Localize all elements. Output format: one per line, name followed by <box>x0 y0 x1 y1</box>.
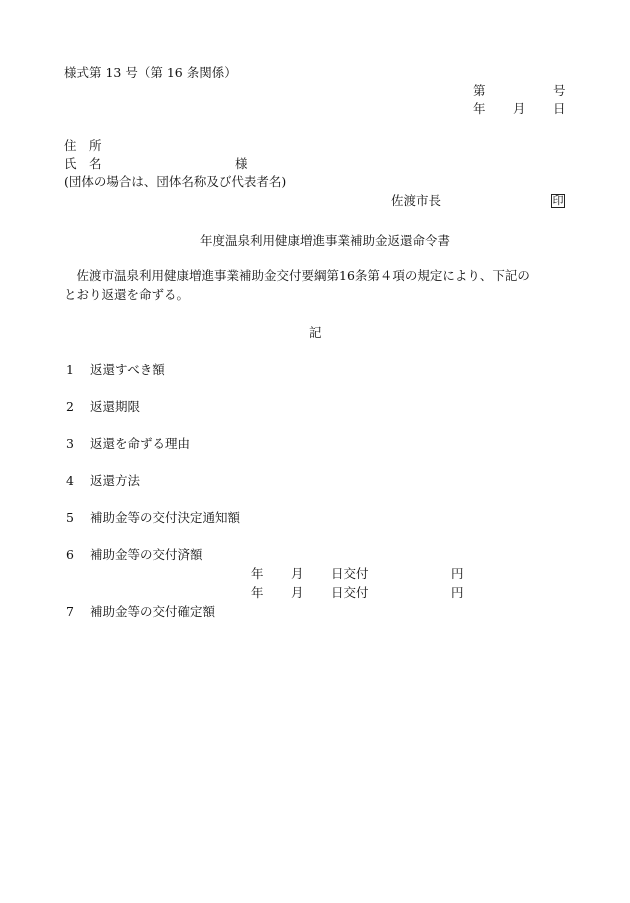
honorific: 様 <box>235 156 248 171</box>
date-day: 日 <box>553 101 566 116</box>
payment-year: 年 <box>251 566 264 581</box>
item-label: 補助金等の交付確定額 <box>90 604 216 619</box>
item-num: 3 <box>66 436 74 451</box>
name-label: 氏 名 <box>64 156 102 171</box>
group-note: (団体の場合は、団体名称及び代表者名) <box>64 174 287 189</box>
item-num: 5 <box>66 510 74 525</box>
document-title: 年度温泉利用健康増進事業補助金返還命令書 <box>200 233 451 248</box>
payment-day: 日交付 <box>331 585 369 600</box>
item-label: 返還を命ずる理由 <box>90 436 191 451</box>
date-month: 月 <box>513 101 526 116</box>
issuer-title: 佐渡市長 <box>391 193 442 208</box>
number-dai: 第 <box>473 83 486 98</box>
item-num: 1 <box>66 362 74 377</box>
number-go: 号 <box>553 83 566 98</box>
payment-yen: 円 <box>451 585 464 600</box>
form-label: 様式第 13 号（第 16 条関係） <box>64 65 237 80</box>
item-num: 6 <box>66 547 74 562</box>
item-num: 2 <box>66 399 74 414</box>
body-line-2: とおり返還を命ずる。 <box>64 287 190 302</box>
payment-yen: 円 <box>451 566 464 581</box>
date-year: 年 <box>473 101 486 116</box>
item-label: 補助金等の交付決定通知額 <box>90 510 241 525</box>
payment-month: 月 <box>291 566 304 581</box>
item-label: 返還方法 <box>90 473 141 488</box>
payment-month: 月 <box>291 585 304 600</box>
payment-year: 年 <box>251 585 264 600</box>
item-num: 4 <box>66 473 74 488</box>
seal-box: 印 <box>552 194 564 207</box>
body-line-1: 佐渡市温泉利用健康増進事業補助金交付要綱第16条第４項の規定により、下記の <box>64 268 530 283</box>
item-num: 7 <box>66 604 74 619</box>
address-label: 住 所 <box>64 138 102 153</box>
item-label: 返還期限 <box>90 399 141 414</box>
payment-day: 日交付 <box>331 566 369 581</box>
item-label: 補助金等の交付済額 <box>90 547 203 562</box>
ki-heading: 記 <box>309 325 322 340</box>
item-label: 返還すべき額 <box>90 362 165 377</box>
